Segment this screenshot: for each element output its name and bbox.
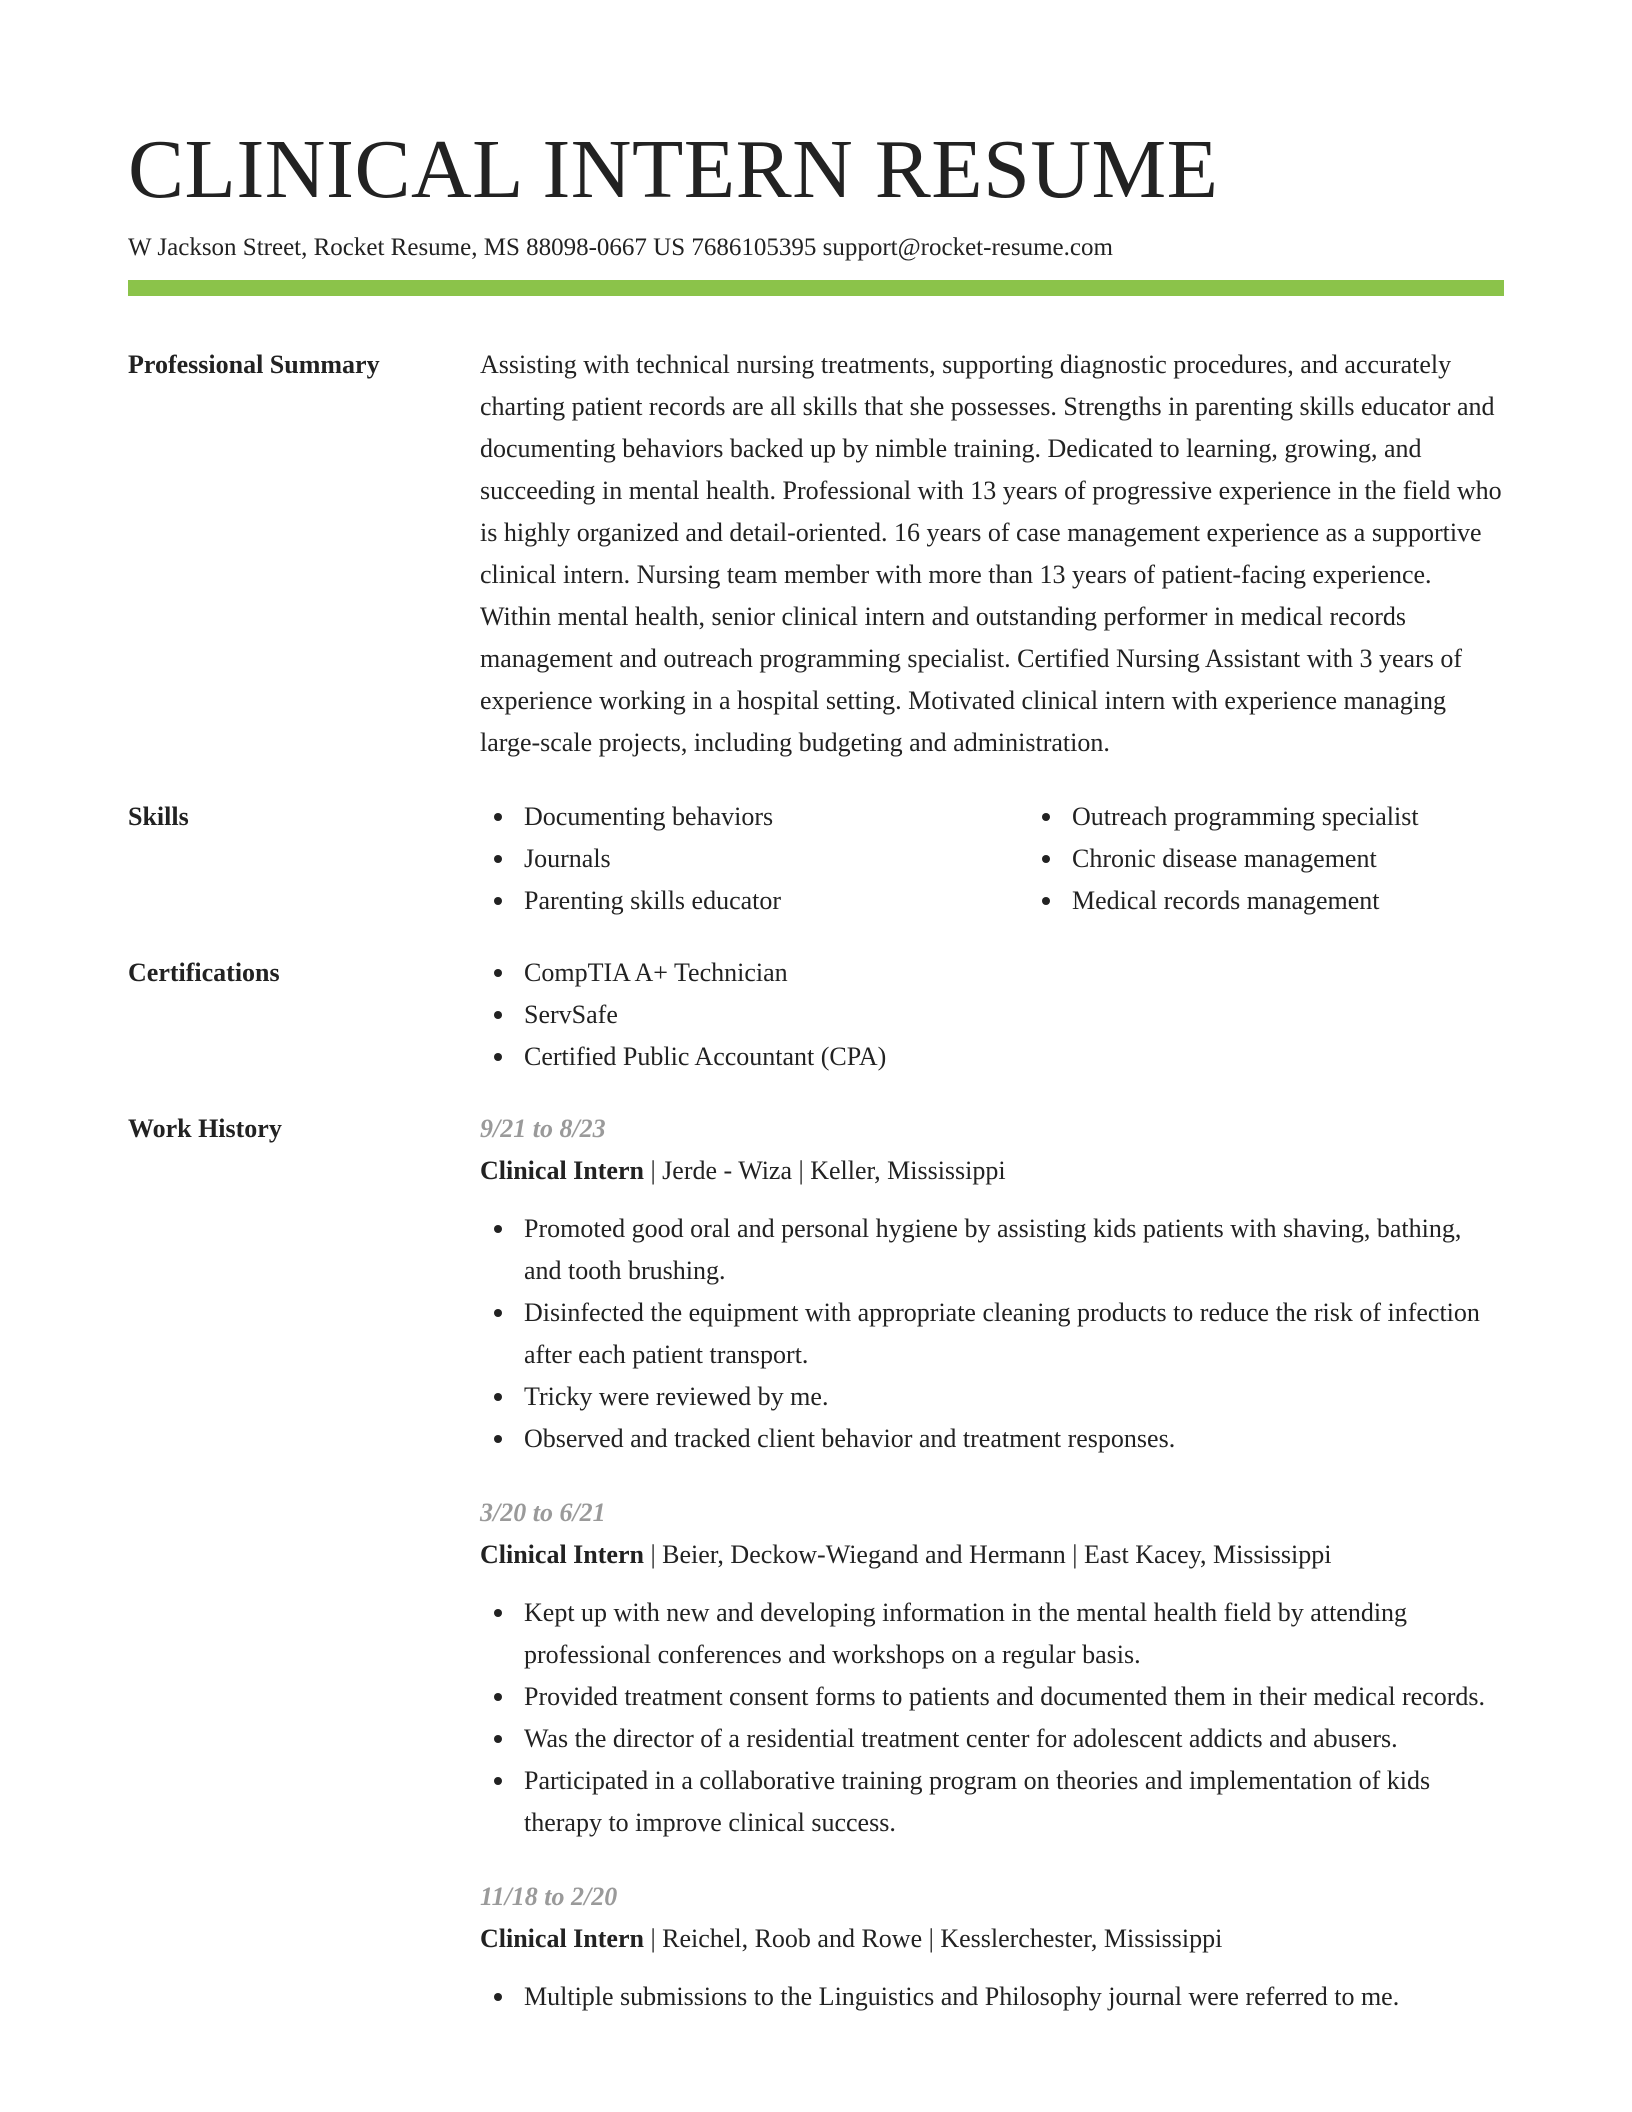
summary-section (128, 344, 1504, 764)
certifications-body (480, 952, 1504, 1078)
skills-section (128, 796, 1504, 922)
certifications-label: Certifications (128, 958, 280, 987)
job-bullet: Tricky were reviewed by me. (524, 1376, 1504, 1418)
skill-item: Medical records management (1072, 880, 1576, 922)
job-heading (480, 1918, 1504, 1960)
summary-label: Professional Summary (128, 350, 380, 379)
job-details: | Jerde - Wiza | Keller, Mississippi (643, 1156, 1006, 1185)
job-bullet: Disinfected the equipment with appropriate cleaning products to reduce the risk of infection after each patient transport. (524, 1292, 1504, 1376)
skills-list (480, 796, 1576, 922)
skill-item: Chronic disease management (1072, 838, 1576, 880)
job-bullet: Observed and tracked client behavior and treatment responses. (524, 1418, 1504, 1460)
accent-divider (128, 280, 1504, 296)
job-heading (480, 1534, 1504, 1576)
work-history-label: Work History (128, 1114, 282, 1143)
resume-page (128, 120, 1504, 2018)
job-entry (480, 1876, 1504, 2018)
job-heading (480, 1150, 1504, 1192)
job-bullets (480, 1976, 1504, 2018)
job-dates: 3/20 to 6/21 (480, 1498, 606, 1527)
job-details: | Beier, Deckow-Wiegand and Hermann | East Kacey, Mississippi (643, 1540, 1332, 1569)
skills-label: Skills (128, 802, 189, 831)
job-entry (480, 1492, 1504, 1844)
work-history-section (128, 1108, 1504, 2018)
job-bullet: Kept up with new and developing information in the mental health field by attending professional conferences and workshops on a regular basis. (524, 1592, 1504, 1676)
job-dates: 9/21 to 8/23 (480, 1114, 606, 1143)
job-details: | Reichel, Roob and Rowe | Kesslerchester, Mississippi (643, 1924, 1223, 1953)
certification-item: CompTIA A+ Technician (524, 952, 1504, 994)
job-bullet: Promoted good oral and personal hygiene by assisting kids patients with shaving, bathing, and tooth brushing. (524, 1208, 1504, 1292)
job-title: Clinical Intern (480, 1156, 644, 1185)
job-bullet: Was the director of a residential treatment center for adolescent addicts and abusers. (524, 1718, 1504, 1760)
job-dates: 11/18 to 2/20 (480, 1882, 618, 1911)
certifications-section (128, 952, 1504, 1078)
certification-item: ServSafe (524, 994, 1504, 1036)
skill-item: Parenting skills educator (524, 880, 1028, 922)
skill-item: Outreach programming specialist (1072, 796, 1576, 838)
job-bullets (480, 1208, 1504, 1460)
resume-title: CLINICAL INTERN RESUME (128, 123, 1219, 216)
skills-column-right (1028, 796, 1576, 922)
skill-item: Documenting behaviors (524, 796, 1028, 838)
job-entry (480, 1108, 1504, 1460)
job-title: Clinical Intern (480, 1924, 644, 1953)
work-history-body (480, 1108, 1504, 2018)
job-bullets (480, 1592, 1504, 1844)
summary-body (480, 344, 1504, 764)
job-bullet: Multiple submissions to the Linguistics and Philosophy journal were referred to me. (524, 1976, 1504, 2018)
certification-item: Certified Public Accountant (CPA) (524, 1036, 1504, 1078)
job-bullet: Participated in a collaborative training program on theories and implementation of kids therapy to improve clinical success. (524, 1760, 1504, 1844)
summary-text: Assisting with technical nursing treatments, supporting diagnostic procedures, and accurately charting patient records are all skills that she possesses. Strengths in parenting skills educator and documenting behaviors backed up by nimble training. Dedicated to learning, growing, and succeeding in mental health. Professional with 13 years of progressive experience in the field who is highly organized and detail-oriented. 16 years of case management experience as a supportive clinical intern. Nursing team member with more than 13 years of patient-facing experience. Within mental health, senior clinical intern and outstanding performer in medical records management and outreach programming specialist. Certified Nursing Assistant with 3 years of experience working in a hospital setting. Motivated clinical intern with experience managing large-scale projects, including budgeting and administration. (480, 350, 1502, 757)
job-title: Clinical Intern (480, 1540, 644, 1569)
certifications-list (480, 952, 1504, 1078)
skills-column-left (480, 796, 1028, 922)
contact-line: W Jackson Street, Rocket Resume, MS 88098-0667 US 7686105395 support@rocket-resume.com (128, 234, 1113, 261)
job-bullet: Provided treatment consent forms to patients and documented them in their medical records. (524, 1676, 1504, 1718)
skill-item: Journals (524, 838, 1028, 880)
